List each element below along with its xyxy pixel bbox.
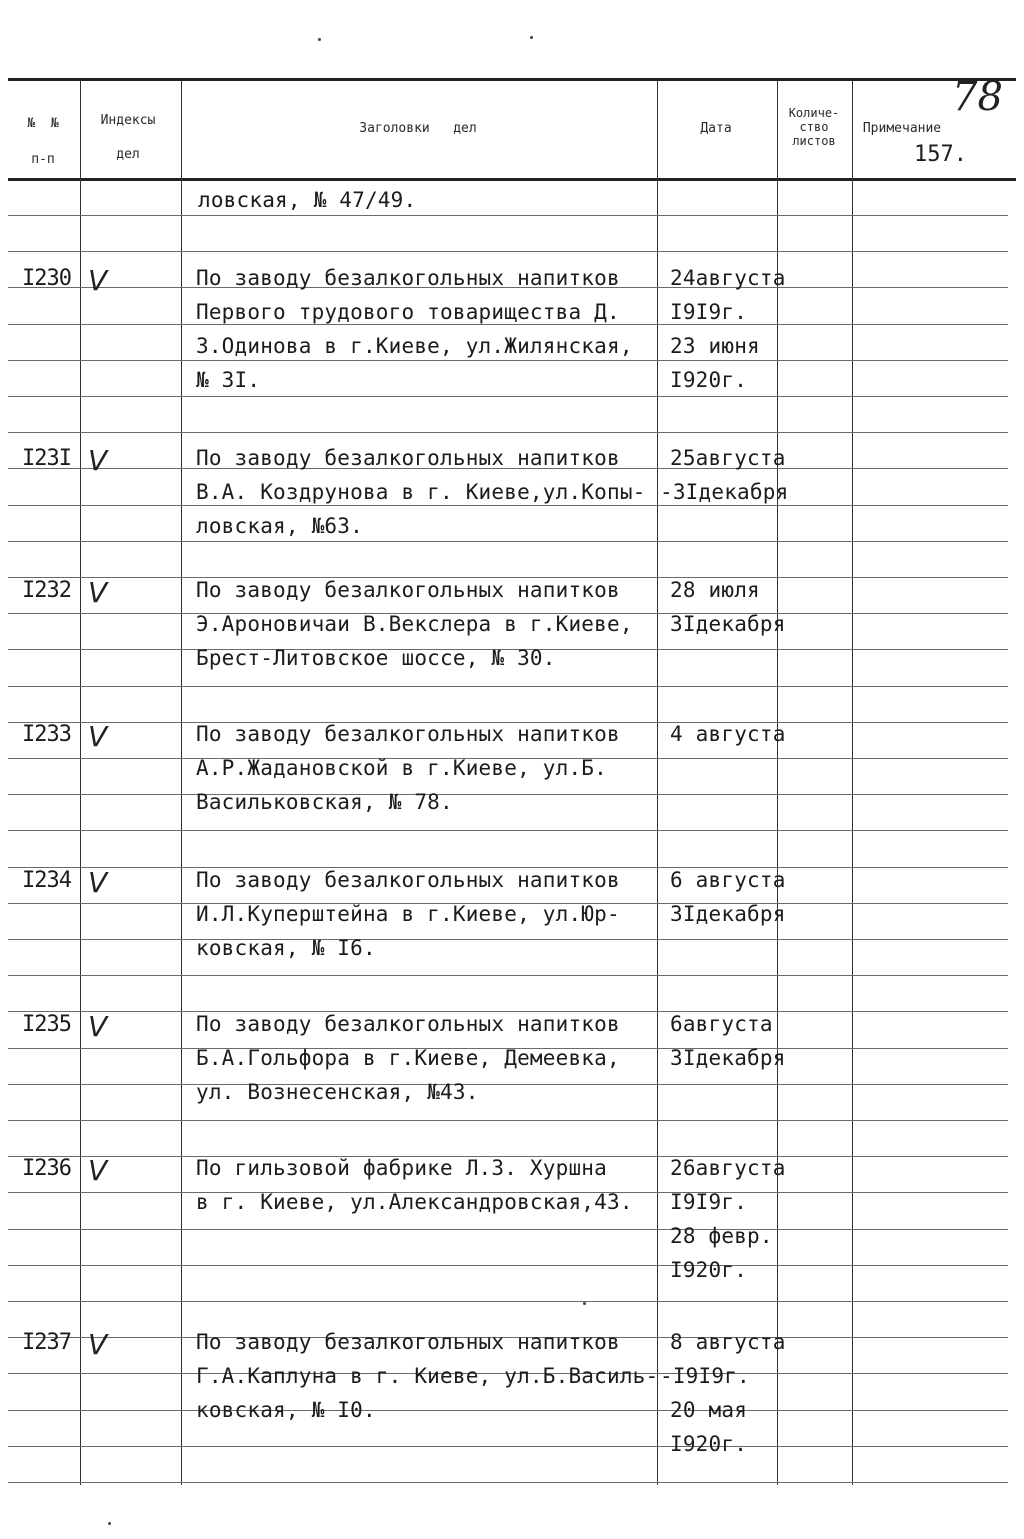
ruled-line bbox=[8, 215, 1008, 216]
ruled-line bbox=[8, 975, 1008, 976]
ruled-line bbox=[8, 360, 1008, 361]
entry-date-line: 28 февр. bbox=[670, 1224, 773, 1248]
ruled-line bbox=[8, 1265, 1008, 1266]
ruled-line bbox=[8, 1084, 1008, 1085]
entry-title-line: Васильковская, № 78. bbox=[196, 790, 453, 814]
column-divider bbox=[181, 80, 182, 1485]
entry-title-line: № 3I. bbox=[196, 368, 261, 392]
scan-speck bbox=[318, 38, 321, 41]
header-col-index: Индексы дел bbox=[100, 113, 156, 162]
entry-title-line: По заводу безалкогольных напитков bbox=[196, 868, 620, 892]
scan-speck bbox=[530, 36, 533, 39]
entry-date-line: 3Iдекабря bbox=[670, 612, 786, 636]
entry-title-line: Брест-Литовское шоссе, № 30. bbox=[196, 646, 556, 670]
entry-date-line: I9I9г. bbox=[670, 1190, 748, 1214]
entry-title-line: ковская, № I0. bbox=[196, 1398, 376, 1422]
header-col-note: Примечание bbox=[862, 121, 942, 136]
entry-date-line: I920г. bbox=[670, 1258, 748, 1282]
header-col-date: Дата bbox=[700, 121, 732, 136]
ruled-line bbox=[8, 1301, 1008, 1302]
entry-date-line: 8 августа bbox=[670, 1330, 786, 1354]
entry-date-line: 24августа bbox=[670, 266, 786, 290]
entry-date-line: -3Iдекабря bbox=[660, 480, 789, 504]
entry-number: I234 bbox=[22, 868, 71, 893]
entry-title-line: По заводу безалкогольных напитков bbox=[196, 266, 620, 290]
entry-number: I230 bbox=[22, 266, 71, 291]
header-col-title: Заголовки дел bbox=[359, 121, 477, 136]
header-col-sheets: Количе- ство листов bbox=[788, 106, 840, 148]
entry-date-line: 3Iдекабря bbox=[670, 902, 786, 926]
typed-page-number: 157. bbox=[914, 142, 967, 167]
entry-date-line: I9I9г. bbox=[670, 300, 748, 324]
entry-date-line: 28 июля bbox=[670, 578, 760, 602]
checkmark-icon: V bbox=[88, 1154, 108, 1187]
entry-date-line: 26августа bbox=[670, 1156, 786, 1180]
ruled-line bbox=[8, 686, 1008, 687]
checkmark-icon: V bbox=[88, 444, 108, 477]
ruled-line bbox=[8, 830, 1008, 831]
entry-date-line: 25августа bbox=[670, 446, 786, 470]
checkmark-icon: V bbox=[88, 866, 108, 899]
scan-speck bbox=[583, 1302, 586, 1305]
ruled-line bbox=[8, 251, 1008, 252]
entry-date-line: 3Iдекабря bbox=[670, 1046, 786, 1070]
column-divider bbox=[852, 80, 853, 1485]
checkmark-icon: V bbox=[88, 1328, 108, 1361]
header-top-rule bbox=[8, 78, 1016, 81]
entry-title-line: По заводу безалкогольных напитков bbox=[196, 578, 620, 602]
entry-number: I232 bbox=[22, 578, 71, 603]
ruled-line bbox=[8, 1120, 1008, 1121]
entry-title-line: З.Одинова в г.Киеве, ул.Жилянская, bbox=[196, 334, 633, 358]
entry-date-line: 23 июня bbox=[670, 334, 760, 358]
column-divider bbox=[80, 80, 81, 1485]
entry-title-line: По заводу безалкогольных напитков bbox=[196, 722, 620, 746]
ruled-line bbox=[8, 1229, 1008, 1230]
entry-date-line: I920г. bbox=[670, 368, 748, 392]
checkmark-icon: V bbox=[88, 720, 108, 753]
checkmark-icon: V bbox=[88, 264, 108, 297]
entry-title-line: Э.Ароновичаи В.Векслера в г.Киеве, bbox=[196, 612, 633, 636]
entry-title-line: ковская, № I6. bbox=[196, 936, 376, 960]
entry-title-line: По заводу безалкогольных напитков bbox=[196, 1012, 620, 1036]
header-bottom-rule bbox=[8, 178, 1016, 181]
entry-title-line: в г. Киеве, ул.Александровская,43. bbox=[196, 1190, 633, 1214]
entry-number: I23I bbox=[22, 446, 71, 471]
column-divider bbox=[777, 80, 778, 1485]
entry-date-line: 20 мая bbox=[670, 1398, 748, 1422]
entry-title-line: ул. Вознесенская, №43. bbox=[196, 1080, 479, 1104]
entry-number: I235 bbox=[22, 1012, 71, 1037]
continuation-text: ловская, № 47/49. bbox=[198, 188, 417, 212]
entry-title-line: Г.А.Каплуна в г. Киеве, ул.Б.Василь- bbox=[196, 1364, 659, 1388]
ruled-line bbox=[8, 1482, 1008, 1483]
ruled-line bbox=[8, 1410, 1008, 1411]
ruled-line bbox=[8, 324, 1008, 325]
entry-number: I233 bbox=[22, 722, 71, 747]
entry-title-line: По гильзовой фабрике Л.З. Хуршна bbox=[196, 1156, 607, 1180]
entry-title-line: В.А. Коздрунова в г. Киеве,ул.Копы- bbox=[196, 480, 646, 504]
ruled-line bbox=[8, 505, 1008, 506]
scan-speck bbox=[108, 1522, 111, 1525]
ruled-line bbox=[8, 541, 1008, 542]
entry-date-line: 6августа bbox=[670, 1012, 773, 1036]
ruled-line bbox=[8, 1446, 1008, 1447]
entry-title-line: А.Р.Жадановской в г.Киеве, ул.Б. bbox=[196, 756, 607, 780]
ruled-line bbox=[8, 939, 1008, 940]
entry-date-line: 6 августа bbox=[670, 868, 786, 892]
entry-title-line: Б.А.Гольфора в г.Киеве, Демеевка, bbox=[196, 1046, 620, 1070]
ruled-line bbox=[8, 396, 1008, 397]
handwritten-page-number: 78 bbox=[952, 74, 1003, 120]
entry-number: I236 bbox=[22, 1156, 71, 1181]
entry-number: I237 bbox=[22, 1330, 71, 1355]
entry-title-line: ловская, №63. bbox=[196, 514, 363, 538]
entry-title-line: По заводу безалкогольных напитков bbox=[196, 446, 620, 470]
ruled-line bbox=[8, 794, 1008, 795]
entry-title-line: Первого трудового товарищества Д. bbox=[196, 300, 620, 324]
header-col-number: № № п-п bbox=[27, 116, 59, 167]
checkmark-icon: V bbox=[88, 576, 108, 609]
entry-date-line: -I9I9г. bbox=[660, 1364, 750, 1388]
entry-title-line: И.Л.Куперштейна в г.Киеве, ул.Юр- bbox=[196, 902, 620, 926]
entry-date-line: 4 августа bbox=[670, 722, 786, 746]
entry-title-line: По заводу безалкогольных напитков bbox=[196, 1330, 620, 1354]
checkmark-icon: V bbox=[88, 1010, 108, 1043]
column-divider bbox=[657, 80, 658, 1485]
ruled-line bbox=[8, 432, 1008, 433]
entry-date-line: I920г. bbox=[670, 1432, 748, 1456]
